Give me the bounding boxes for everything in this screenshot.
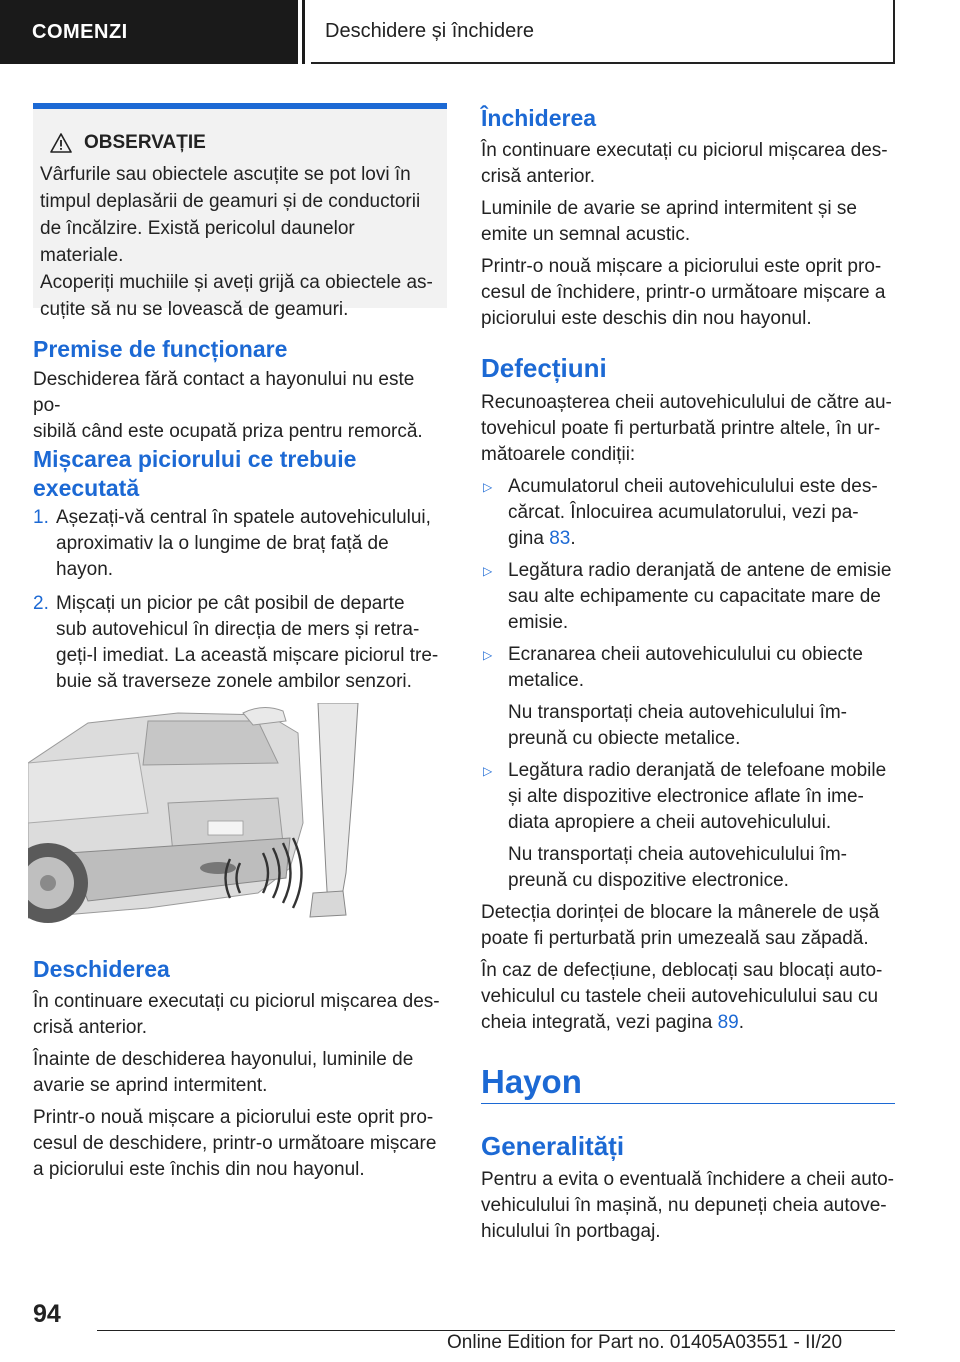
premise-text: Deschiderea fără contact a hayonului nu este po- sibilă când este ocupată priza pentru remorcă. bbox=[33, 369, 423, 442]
warning-icon bbox=[50, 133, 72, 153]
general-heading: Generalități bbox=[481, 1131, 625, 1161]
section-divider bbox=[481, 1103, 895, 1104]
closing-paragraph: Printr-o nouă mișcare a piciorului este oprit pro- cesul de închidere, printr-o următoare mișcare a piciorului este deschis din nou hayonul. bbox=[481, 256, 886, 329]
foot-sensor-illustration bbox=[28, 703, 368, 925]
closing-paragraph: În continuare executați cu piciorul mișcarea des- crisă anterior. bbox=[481, 140, 888, 187]
opening-paragraph: Înainte de deschiderea hayonului, luminile de avarie se aprind intermitent. bbox=[33, 1049, 414, 1096]
list-item: ▷ Ecranarea cheii autovehiculului cu obiecte metalice. Nu transportați cheia autovehiculului îm- preună cu obiecte metalice. bbox=[481, 642, 895, 752]
premise-heading: Premise de funcționare bbox=[33, 336, 288, 362]
triangle-bullet-icon: ▷ bbox=[483, 764, 493, 778]
section-title: COMENZI bbox=[32, 20, 128, 43]
faults-intro: Recunoașterea cheii autovehiculului de către au- tovehicul poate fi perturbată printre altele, în ur- mătoarele condiții: bbox=[481, 392, 892, 465]
triangle-bullet-icon: ▷ bbox=[483, 648, 493, 662]
general-paragraph: Pentru a evita o eventuală închidere a cheii auto- vehiculului în mașină, nu depuneți cheia autove- hiculului în portbagaj. bbox=[481, 1169, 894, 1242]
opening-paragraph: În continuare executați cu piciorul mișcarea des- crisă anterior. bbox=[33, 991, 440, 1038]
list-item: ▷ Legătura radio deranjată de telefoane mobile și alte dispozitive electronice aflate în ime- diata apropiere a cheii autovehiculului. Nu transportați cheia autovehiculului îm- preună cu dispozitive electronice. bbox=[481, 758, 895, 894]
opening-heading: Deschiderea bbox=[33, 956, 170, 982]
section-tab bbox=[0, 0, 298, 64]
footer-divider bbox=[97, 1330, 895, 1331]
triangle-bullet-icon: ▷ bbox=[483, 480, 493, 494]
list-item: 2. Mișcați un picior pe cât posibil de departe sub autovehicul în direcția de mers și retra- geți-l imediat. La această mișcare piciorul tre- buie să traverseze zonele ambilor senzori. bbox=[33, 593, 439, 692]
chapter-title: Deschidere și închidere bbox=[325, 19, 534, 42]
hayon-heading: Hayon bbox=[481, 1063, 582, 1100]
edition-text: Online Edition for Part no. 01405A03551 - II/20 bbox=[447, 1332, 843, 1353]
closing-heading: Închiderea bbox=[481, 105, 597, 131]
list-item: 1. Așezați-vă central în spatele autovehiculului, aproximativ la o lungime de braț față de hayon. bbox=[33, 507, 431, 580]
chapter-tab bbox=[311, 0, 895, 64]
closing-paragraph: Luminile de avarie se aprind intermitent și se emite un semnal acustic. bbox=[481, 198, 857, 245]
page-link[interactable]: 83 bbox=[549, 528, 571, 549]
fault-case-paragraph: În caz de defecțiune, deblocați sau blocați auto- vehiculul cu tastele cheii autovehiculului sau cu cheia integrată, vezi pagina 89. bbox=[481, 960, 883, 1033]
notice-text: Vârfurile sau obiectele ascuțite se pot lovi în timpul deplasării de geamuri și de conductorii de încălzire. Există pericolul daunelor materiale. Acoperiți muchiile și aveți grijă ca obiectele as- cuțite să nu se lovească de geamuri. bbox=[40, 164, 433, 320]
movement-heading: Mișcarea piciorului ce trebuie executată bbox=[33, 446, 357, 501]
detection-paragraph: Detecția dorinței de blocare la mânerele de ușă poate fi perturbată prin umezeală sau zăpadă. bbox=[481, 902, 880, 949]
triangle-bullet-icon: ▷ bbox=[483, 564, 493, 578]
list-item: ▷ Legătura radio deranjată de antene de emisie sau alte echipamente cu capacitate mare de emisie. bbox=[481, 558, 895, 636]
notice-box bbox=[33, 103, 447, 320]
list-item: ▷ Acumulatorul cheii autovehiculului este des- cărcat. Înlocuirea acumulatorului, vezi pa- gina 83. bbox=[481, 474, 895, 552]
notice-title: OBSERVAȚIE bbox=[84, 132, 206, 153]
page-number: 94 bbox=[33, 1300, 61, 1328]
opening-paragraph: Printr-o nouă mișcare a piciorului este oprit pro- cesul de deschidere, printr-o următoare mișcare a piciorului este închis din nou hayonul. bbox=[33, 1107, 437, 1180]
page-link[interactable]: 89 bbox=[717, 1012, 739, 1033]
faults-heading: Defecțiuni bbox=[481, 353, 607, 383]
steps-list bbox=[33, 505, 447, 695]
